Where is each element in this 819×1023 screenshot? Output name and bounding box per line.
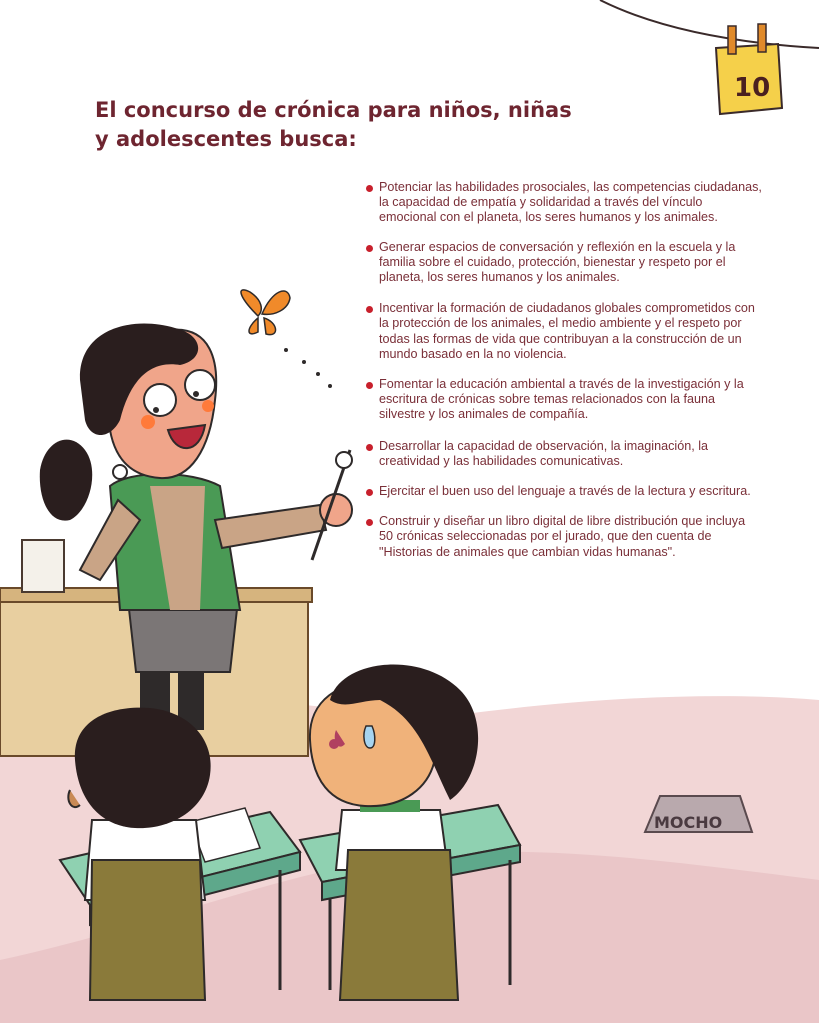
butterfly-icon — [241, 290, 332, 388]
list-item-text: Construir y diseñar un libro digital de libre distribución que incluya 50 crónicas seleccionadas por el jurado, que den cuenta de "Historias de animales que cambian vidas humanas". — [379, 514, 746, 559]
bullet-dot-icon — [366, 382, 373, 389]
list-item-text: Generar espacios de conversación y reflexión en la escuela y la familia sobre el cuidado, protección, bienestar y respeto por el planeta, los seres humanos y los animales. — [379, 239, 736, 285]
title-line-1: El concurso de crónica para niños, niñas — [95, 98, 572, 122]
page-number: 10 — [734, 73, 771, 103]
list-item — [362, 377, 762, 423]
sign-text: MOCHO — [654, 813, 723, 832]
mocho-sign — [645, 796, 752, 832]
hanging-string — [600, 0, 819, 48]
bullet-dot-icon — [366, 306, 373, 313]
bullet-dot-icon — [366, 444, 373, 451]
list-item — [362, 514, 762, 560]
list-item — [362, 240, 762, 286]
list-item — [362, 180, 762, 226]
bullet-dot-icon — [366, 185, 373, 192]
list-item-text: Potenciar las habilidades prosociales, las competencias ciudadanas, la capacidad de empatía y solidaridad a través del vínculo emocional con el planeta, los seres humanos y los animales. — [379, 180, 762, 225]
bullet-dot-icon — [366, 519, 373, 526]
list-item-text: Desarrollar la capacidad de observación, la imaginación, la creatividad y las habilidades comunicativas. — [379, 438, 709, 468]
list-item-text: Fomentar la educación ambiental a través de la investigación y la escritura de crónicas sobre temas relacionados con la fauna silvestre y los animales de compañía. — [379, 377, 744, 422]
title-line-2: y adolescentes busca: — [95, 127, 357, 151]
list-item — [362, 484, 762, 499]
bullet-dot-icon — [366, 245, 373, 252]
student-left — [68, 708, 210, 1000]
list-item — [362, 301, 762, 362]
list-item — [362, 439, 762, 469]
bullet-dot-icon — [366, 489, 373, 496]
list-item-text: Ejercitar el buen uso del lenguaje a través de la lectura y escritura. — [379, 484, 751, 499]
objectives-list — [362, 180, 762, 560]
list-item-text: Incentivar la formación de ciudadanos globales comprometidos con la protección de los animales, el medio ambiente y el respeto por todas las formas de vida que contribuyan a la construcción de un mundo basado en la no violencia. — [379, 301, 755, 361]
page-title — [95, 96, 615, 154]
